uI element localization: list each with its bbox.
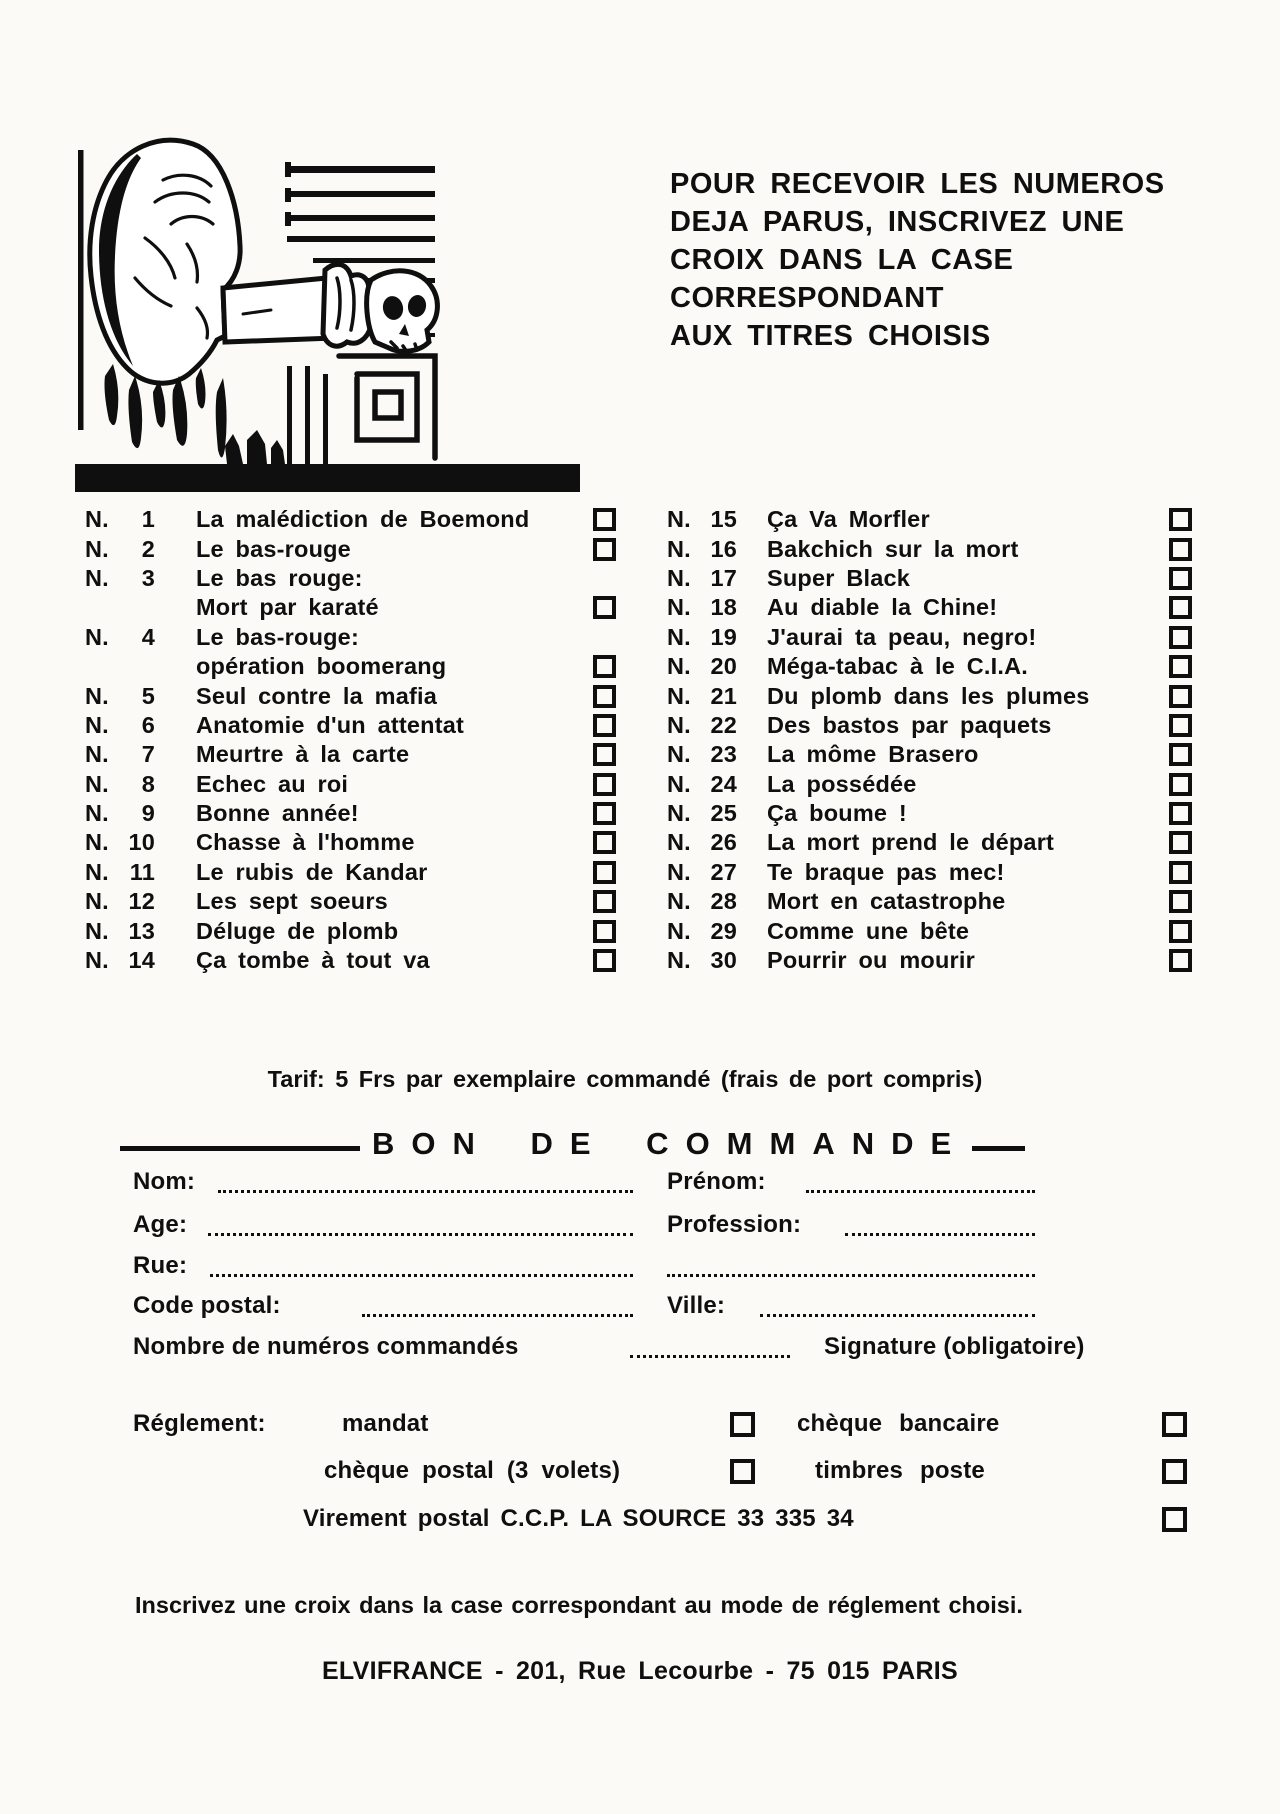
prenom-input-line[interactable] [806,1190,1035,1193]
title-checkbox-n3[interactable] [593,596,616,619]
nom-input-line[interactable] [218,1190,633,1193]
title-row: N. 1 La malédiction de Boemond [85,505,616,534]
header-line: AUX TITRES CHOISIS [670,320,991,352]
title-checkbox-n25[interactable] [1169,802,1192,825]
title-checkbox-n9[interactable] [593,802,616,825]
title-row: N. 25 Ça boume ! [667,799,1192,828]
title-checkbox-n27[interactable] [1169,861,1192,884]
title-checkbox-n28[interactable] [1169,890,1192,913]
instructions-header [670,165,1165,355]
title-row: N. 19 J'aurai ta peau, negro! [667,623,1192,652]
cheque-postal-label: chèque postal (3 volets) [324,1457,621,1484]
age-input-line[interactable] [208,1233,633,1236]
profession-input-line[interactable] [845,1233,1035,1236]
titles-list-left [85,505,616,975]
title-row: N. 6 Anatomie d'un attentat [85,711,616,740]
virement-label: Virement postal C.C.P. LA SOURCE 33 335 34 [303,1505,854,1532]
title-checkbox-n4[interactable] [593,655,616,678]
title-row: N. 28 Mort en catastrophe [667,887,1192,916]
monster-skull-illustration [75,128,580,493]
square-spiral [339,356,435,458]
title-row: N. 3 Le bas rouge: [85,564,363,591]
rue-input-line[interactable] [210,1274,633,1277]
nombre-label: Nombre de numéros commandés [133,1333,519,1360]
order-form-rule-right [972,1146,1025,1151]
title-checkbox-n26[interactable] [1169,831,1192,854]
title-row: N. 11 Le rubis de Kandar [85,858,616,887]
header-line: CROIX DANS LA CASE [670,244,1014,276]
title-row: N. 2 Le bas-rouge [85,534,616,563]
base-bar [75,464,580,492]
order-form-rule-left [120,1146,360,1151]
cheque-bancaire-checkbox[interactable] [1162,1412,1187,1437]
title-checkbox-n1[interactable] [593,508,616,531]
title-checkbox-n17[interactable] [1169,567,1192,590]
nom-label: Nom: [133,1168,196,1195]
title-checkbox-n22[interactable] [1169,714,1192,737]
drips [105,364,286,464]
title-row: N. 10 Chasse à l'homme [85,828,616,857]
title-row: N. 24 La possédée [667,770,1192,799]
title-checkbox-n15[interactable] [1169,508,1192,531]
title-checkbox-n16[interactable] [1169,538,1192,561]
reglement-label: Réglement: [133,1410,266,1437]
timbres-poste-label: timbres poste [815,1457,985,1484]
prenom-label: Prénom: [667,1168,766,1195]
header-line: POUR RECEVOIR LES NUMEROS [670,168,1165,200]
title-row: N. 5 Seul contre la mafia [85,681,616,710]
title-row: N. 17 Super Black [667,564,1192,593]
virement-checkbox[interactable] [1162,1507,1187,1532]
ville-label: Ville: [667,1292,726,1319]
title-checkbox-n14[interactable] [593,949,616,972]
wrist [323,264,371,346]
title-row: N. 4 Le bas-rouge: [85,623,359,650]
profession-label: Profession: [667,1211,802,1238]
title-checkbox-n24[interactable] [1169,773,1192,796]
titles-list-right [667,505,1192,975]
publisher-address: ELVIFRANCE - 201, Rue Lecourbe - 75 015 PARIS [321,1657,959,1685]
timbres-poste-checkbox[interactable] [1162,1459,1187,1484]
title-row: N. 23 La môme Brasero [667,740,1192,769]
mandat-checkbox[interactable] [730,1412,755,1437]
header-line: DEJA PARUS, INSCRIVEZ UNE [670,206,1125,238]
title-checkbox-n8[interactable] [593,773,616,796]
title-row: N. 27 Te braque pas mec! [667,858,1192,887]
title-row: N. 22 Des bastos par paquets [667,711,1192,740]
title-checkbox-n21[interactable] [1169,685,1192,708]
title-checkbox-n2[interactable] [593,538,616,561]
cheque-postal-checkbox[interactable] [730,1459,755,1484]
title-checkbox-n5[interactable] [593,685,616,708]
title-row: N. 20 Méga-tabac à le C.I.A. [667,652,1192,681]
cheque-bancaire-label: chèque bancaire [797,1410,1000,1437]
age-label: Age: [133,1211,188,1238]
title-checkbox-n30[interactable] [1169,949,1192,972]
code-postal-input-line[interactable] [362,1314,633,1317]
rue-label: Rue: [133,1252,188,1279]
title-row: Mort par karaté [85,593,616,622]
mandat-label: mandat [342,1410,429,1437]
title-row: N. 21 Du plomb dans les plumes [667,681,1192,710]
title-checkbox-n29[interactable] [1169,920,1192,943]
title-checkbox-n12[interactable] [593,890,616,913]
arm [223,278,335,342]
title-row: N. 8 Echec au roi [85,770,616,799]
title-checkbox-n6[interactable] [593,714,616,737]
title-checkbox-n7[interactable] [593,743,616,766]
nombre-input-line[interactable] [630,1355,790,1358]
title-row: N. 30 Pourrir ou mourir [667,946,1192,975]
title-row: N. 26 La mort prend le départ [667,828,1192,857]
title-row: N. 29 Comme une bête [667,916,1192,945]
title-checkbox-n20[interactable] [1169,655,1192,678]
rue-input-line-2[interactable] [667,1274,1035,1277]
title-row: N. 16 Bakchich sur la mort [667,534,1192,563]
code-postal-label: Code postal: [133,1292,281,1319]
header-line: CORRESPONDANT [670,282,944,314]
title-row: N. 12 Les sept soeurs [85,887,616,916]
title-row: N. 7 Meurtre à la carte [85,740,616,769]
title-row: N. 9 Bonne année! [85,799,616,828]
title-checkbox-n23[interactable] [1169,743,1192,766]
ville-input-line[interactable] [760,1314,1035,1317]
title-checkbox-n13[interactable] [593,920,616,943]
title-checkbox-n11[interactable] [593,861,616,884]
title-checkbox-n10[interactable] [593,831,616,854]
title-row: N. 18 Au diable la Chine! [667,593,1192,622]
payment-instruction: Inscrivez une croix dans la case correspondant au mode de réglement choisi. [135,1592,1023,1618]
signature-label: Signature (obligatoire) [824,1333,1085,1360]
title-row: opération boomerang [85,652,616,681]
title-checkbox-n19[interactable] [1169,626,1192,649]
title-row: N. 13 Déluge de plomb [85,916,616,945]
tarif-line: Tarif: 5 Frs par exemplaire commandé (frais de port compris) [267,1066,983,1092]
title-row: N. 15 Ça Va Morfler [667,505,1192,534]
order-form-title: BON DE COMMANDE [372,1126,969,1161]
title-row: N. 14 Ça tombe à tout va [85,946,616,975]
title-checkbox-n18[interactable] [1169,596,1192,619]
